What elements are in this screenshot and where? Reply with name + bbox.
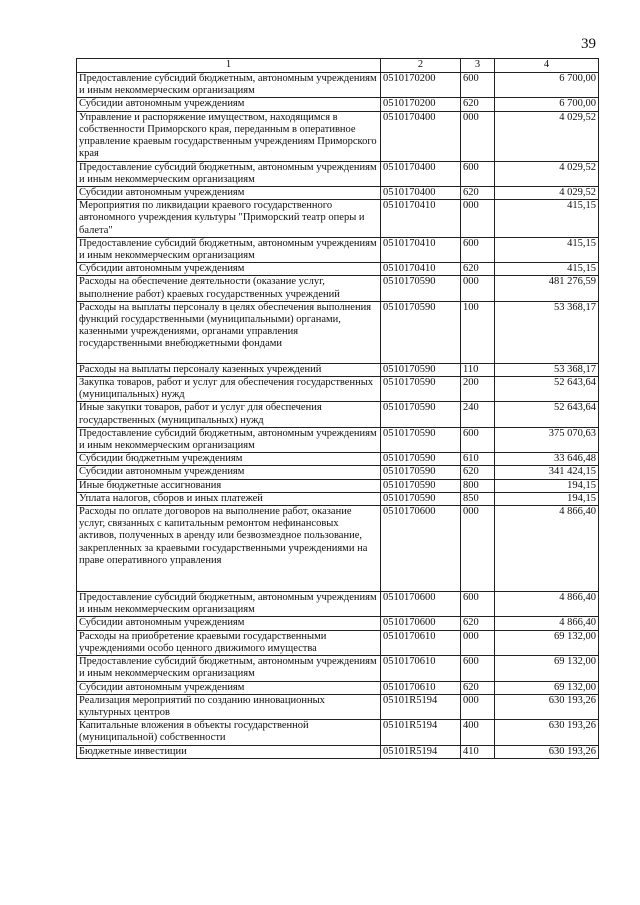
row-expense-type-cell: 240 <box>461 402 495 427</box>
row-name-cell: Субсидии автономным учреждениям <box>77 681 381 694</box>
table-row <box>77 301 599 363</box>
row-code-cell: 0510170590 <box>381 363 461 376</box>
table-row <box>77 506 599 592</box>
table-body <box>77 73 599 759</box>
row-name-cell: Управление и распоряжение имуществом, находящимся в собственности Приморского края, переданным в оперативное управление краевым государственным учреждениям Приморского края <box>77 111 381 161</box>
row-amount-cell: 52 643,64 <box>495 377 599 402</box>
row-name-cell: Закупка товаров, работ и услуг для обеспечения государственных (муниципальных) нужд <box>77 377 381 402</box>
row-name-cell: Субсидии автономным учреждениям <box>77 466 381 479</box>
row-name-cell: Иные закупки товаров, работ и услуг для обеспечения государственных (муниципальных) нужд <box>77 402 381 427</box>
row-code-cell: 0510170600 <box>381 506 461 592</box>
row-amount-cell: 4 029,52 <box>495 161 599 186</box>
row-amount-cell: 194,15 <box>495 479 599 492</box>
row-expense-type-cell: 110 <box>461 363 495 376</box>
row-code-cell: 0510170590 <box>381 402 461 427</box>
row-code-cell: 0510170590 <box>381 479 461 492</box>
row-amount-cell: 69 132,00 <box>495 630 599 655</box>
row-name-cell: Расходы на выплаты персоналу казенных учреждений <box>77 363 381 376</box>
table-row <box>77 402 599 427</box>
row-amount-cell: 53 368,17 <box>495 363 599 376</box>
row-code-cell: 0510170600 <box>381 617 461 630</box>
table-row <box>77 592 599 617</box>
row-name-cell: Иные бюджетные ассигнования <box>77 479 381 492</box>
table-row <box>77 111 599 161</box>
row-expense-type-cell: 410 <box>461 745 495 758</box>
row-code-cell: 05101R5194 <box>381 745 461 758</box>
row-name-cell: Субсидии бюджетным учреждениям <box>77 453 381 466</box>
row-name-cell: Расходы на выплаты персоналу в целях обеспечения выполнения функций государственными (муниципальными) органами, казенными учреждениями, органами управления государственными внебюджетными фондами <box>77 301 381 363</box>
table-row <box>77 98 599 111</box>
row-code-cell: 0510170590 <box>381 301 461 363</box>
row-code-cell: 0510170410 <box>381 263 461 276</box>
row-code-cell: 0510170610 <box>381 656 461 681</box>
row-expense-type-cell: 600 <box>461 237 495 262</box>
row-code-cell: 0510170590 <box>381 427 461 452</box>
row-expense-type-cell: 600 <box>461 427 495 452</box>
row-expense-type-cell: 600 <box>461 161 495 186</box>
table-row <box>77 427 599 452</box>
table-row <box>77 617 599 630</box>
row-expense-type-cell: 620 <box>461 263 495 276</box>
row-amount-cell: 415,15 <box>495 237 599 262</box>
row-expense-type-cell: 000 <box>461 200 495 238</box>
row-code-cell: 0510170200 <box>381 98 461 111</box>
row-code-cell: 0510170590 <box>381 466 461 479</box>
row-name-cell: Предоставление субсидий бюджетным, автономным учреждениям и иным некоммерческим организациям <box>77 73 381 98</box>
table-row <box>77 377 599 402</box>
row-name-cell: Уплата налогов, сборов и иных платежей <box>77 492 381 505</box>
row-amount-cell: 4 866,40 <box>495 506 599 592</box>
row-amount-cell: 630 193,26 <box>495 745 599 758</box>
row-expense-type-cell: 610 <box>461 453 495 466</box>
column-header: 4 <box>495 59 599 73</box>
row-name-cell: Субсидии автономным учреждениям <box>77 263 381 276</box>
row-name-cell: Субсидии автономным учреждениям <box>77 98 381 111</box>
row-expense-type-cell: 850 <box>461 492 495 505</box>
row-amount-cell: 4 866,40 <box>495 617 599 630</box>
row-amount-cell: 4 029,52 <box>495 187 599 200</box>
row-expense-type-cell: 620 <box>461 466 495 479</box>
table-row <box>77 161 599 186</box>
row-expense-type-cell: 000 <box>461 276 495 301</box>
row-name-cell: Субсидии автономным учреждениям <box>77 617 381 630</box>
row-name-cell: Субсидии автономным учреждениям <box>77 187 381 200</box>
row-amount-cell: 69 132,00 <box>495 681 599 694</box>
row-name-cell: Предоставление субсидий бюджетным, автономным учреждениям и иным некоммерческим организациям <box>77 237 381 262</box>
row-amount-cell: 4 029,52 <box>495 111 599 161</box>
row-expense-type-cell: 200 <box>461 377 495 402</box>
row-amount-cell: 341 424,15 <box>495 466 599 479</box>
table-row <box>77 694 599 719</box>
table-row <box>77 263 599 276</box>
table-header-row <box>77 59 599 73</box>
row-expense-type-cell: 620 <box>461 187 495 200</box>
table-row <box>77 187 599 200</box>
table-row <box>77 237 599 262</box>
row-code-cell: 05101R5194 <box>381 694 461 719</box>
row-expense-type-cell: 620 <box>461 681 495 694</box>
row-code-cell: 0510170590 <box>381 276 461 301</box>
row-amount-cell: 6 700,00 <box>495 73 599 98</box>
row-name-cell: Предоставление субсидий бюджетным, автономным учреждениям и иным некоммерческим организациям <box>77 592 381 617</box>
row-expense-type-cell: 800 <box>461 479 495 492</box>
row-name-cell: Бюджетные инвестиции <box>77 745 381 758</box>
row-expense-type-cell: 400 <box>461 720 495 745</box>
row-code-cell: 0510170400 <box>381 111 461 161</box>
table-row <box>77 745 599 758</box>
row-name-cell: Предоставление субсидий бюджетным, автономным учреждениям и иным некоммерческим организациям <box>77 161 381 186</box>
row-amount-cell: 53 368,17 <box>495 301 599 363</box>
row-expense-type-cell: 000 <box>461 111 495 161</box>
row-expense-type-cell: 100 <box>461 301 495 363</box>
budget-table <box>76 58 599 759</box>
row-amount-cell: 194,15 <box>495 492 599 505</box>
table-row <box>77 479 599 492</box>
table-row <box>77 630 599 655</box>
column-header: 2 <box>381 59 461 73</box>
row-code-cell: 0510170200 <box>381 73 461 98</box>
page-number: 39 <box>581 36 596 52</box>
row-expense-type-cell: 600 <box>461 592 495 617</box>
row-name-cell: Мероприятия по ликвидации краевого государственного автономного учреждения культуры "Приморский театр оперы и балета" <box>77 200 381 238</box>
table-row <box>77 681 599 694</box>
table-row <box>77 492 599 505</box>
table-row <box>77 720 599 745</box>
row-expense-type-cell: 620 <box>461 98 495 111</box>
row-amount-cell: 415,15 <box>495 263 599 276</box>
row-code-cell: 05101R5194 <box>381 720 461 745</box>
table-row <box>77 200 599 238</box>
row-amount-cell: 630 193,26 <box>495 694 599 719</box>
row-name-cell: Расходы на обеспечение деятельности (оказание услуг, выполнение работ) краевых государственных учреждений <box>77 276 381 301</box>
row-amount-cell: 415,15 <box>495 200 599 238</box>
column-header: 1 <box>77 59 381 73</box>
row-code-cell: 0510170400 <box>381 187 461 200</box>
table-row <box>77 73 599 98</box>
row-expense-type-cell: 600 <box>461 656 495 681</box>
row-amount-cell: 69 132,00 <box>495 656 599 681</box>
row-code-cell: 0510170600 <box>381 592 461 617</box>
row-expense-type-cell: 000 <box>461 630 495 655</box>
row-code-cell: 0510170610 <box>381 630 461 655</box>
row-name-cell: Капитальные вложения в объекты государственной (муниципальной) собственности <box>77 720 381 745</box>
row-amount-cell: 375 070,63 <box>495 427 599 452</box>
row-amount-cell: 630 193,26 <box>495 720 599 745</box>
row-code-cell: 0510170610 <box>381 681 461 694</box>
row-name-cell: Предоставление субсидий бюджетным, автономным учреждениям и иным некоммерческим организациям <box>77 427 381 452</box>
row-expense-type-cell: 000 <box>461 694 495 719</box>
row-code-cell: 0510170410 <box>381 200 461 238</box>
row-amount-cell: 481 276,59 <box>495 276 599 301</box>
row-name-cell: Реализация мероприятий по созданию инновационных культурных центров <box>77 694 381 719</box>
row-code-cell: 0510170590 <box>381 492 461 505</box>
row-name-cell: Предоставление субсидий бюджетным, автономным учреждениям и иным некоммерческим организациям <box>77 656 381 681</box>
table-row <box>77 453 599 466</box>
row-code-cell: 0510170590 <box>381 377 461 402</box>
row-expense-type-cell: 600 <box>461 73 495 98</box>
row-amount-cell: 52 643,64 <box>495 402 599 427</box>
table-row <box>77 656 599 681</box>
table-row <box>77 466 599 479</box>
table-row <box>77 363 599 376</box>
row-amount-cell: 33 646,48 <box>495 453 599 466</box>
row-code-cell: 0510170410 <box>381 237 461 262</box>
row-name-cell: Расходы по оплате договоров на выполнение работ, оказание услуг, связанных с капитальным ремонтом нефинансовых активов, полученных в аренду или безвозмездное пользование, закрепленных за краевыми государственными учреждениями на праве оперативного управления <box>77 506 381 592</box>
row-expense-type-cell: 000 <box>461 506 495 592</box>
row-amount-cell: 4 866,40 <box>495 592 599 617</box>
table-row <box>77 276 599 301</box>
row-expense-type-cell: 620 <box>461 617 495 630</box>
row-code-cell: 0510170590 <box>381 453 461 466</box>
row-code-cell: 0510170400 <box>381 161 461 186</box>
column-header: 3 <box>461 59 495 73</box>
row-name-cell: Расходы на приобретение краевыми государственными учреждениями особо ценного движимого имущества <box>77 630 381 655</box>
row-amount-cell: 6 700,00 <box>495 98 599 111</box>
